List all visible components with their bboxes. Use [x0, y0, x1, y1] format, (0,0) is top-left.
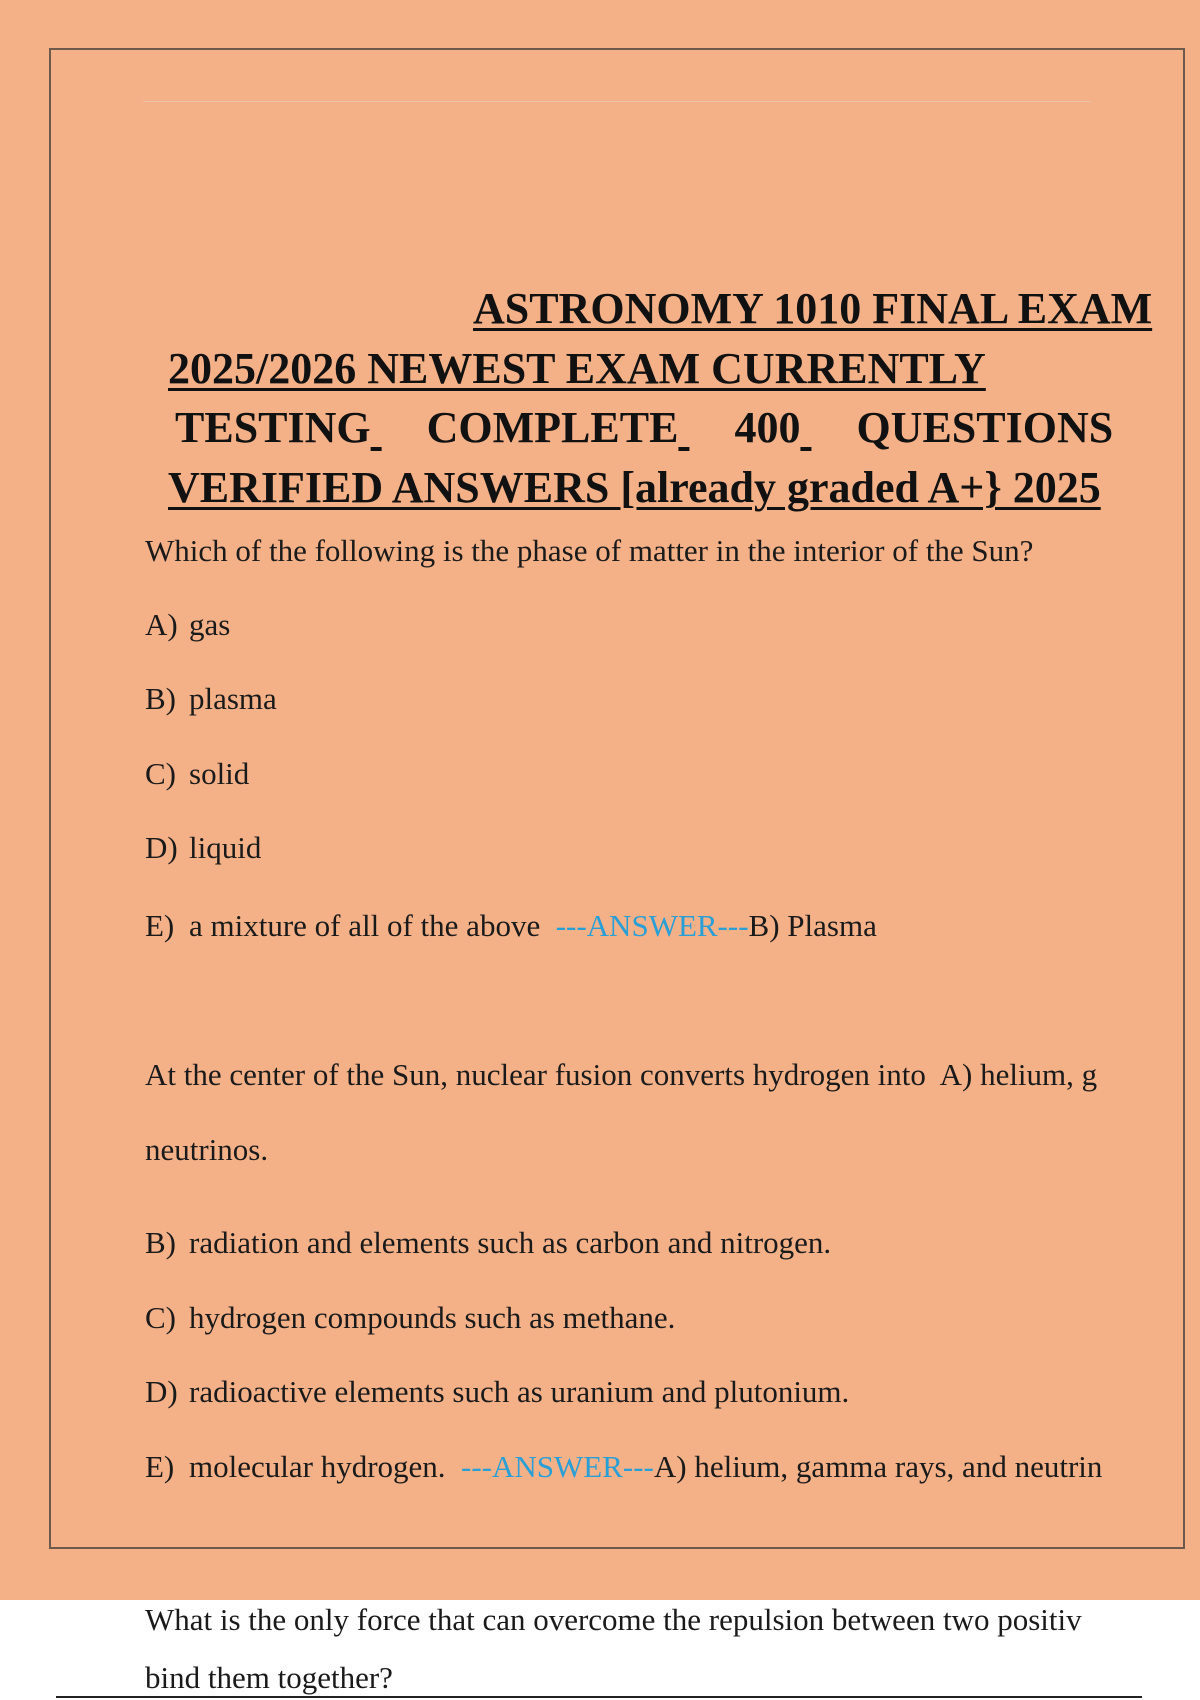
document-title-line-4: VERIFIED ANSWERS [already graded A+} 2025 [168, 463, 1101, 512]
option-letter: E) [145, 1449, 175, 1484]
bottom-divider [56, 1696, 1142, 1698]
document-title-line-1: ASTRONOMY 1010 FINAL EXAM [473, 284, 1153, 333]
option-text: plasma [189, 681, 277, 716]
title-word: QUESTIONS [856, 403, 1114, 452]
option-letter: E) [145, 908, 175, 943]
q2-option-d [145, 1373, 849, 1411]
answer-marker: ---ANSWER--- [461, 1449, 654, 1484]
option-text: molecular hydrogen. [189, 1449, 446, 1484]
title-word: COMPLETE [426, 403, 679, 452]
option-letter: D) [145, 1374, 178, 1409]
answer-text: A) helium, gamma rays, and neutrin [653, 1449, 1103, 1484]
option-text: solid [189, 756, 250, 791]
q2-option-b [145, 1224, 831, 1262]
option-letter: B) [145, 1225, 176, 1260]
option-text: hydrogen compounds such as methane. [189, 1300, 676, 1335]
option-letter: B) [145, 681, 176, 716]
option-text: radioactive elements such as uranium and plutonium. [189, 1374, 850, 1409]
question-2-text: At the center of the Sun, nuclear fusion converts hydrogen into A) helium, g [145, 1057, 1098, 1092]
title-word: 400 [734, 403, 801, 452]
answer-marker: ---ANSWER--- [555, 908, 749, 943]
header-divider [143, 101, 1091, 102]
q1-option-c [145, 755, 249, 793]
option-text: liquid [189, 830, 262, 865]
q2-option-c [145, 1299, 675, 1337]
option-text: radiation and elements such as carbon and nitrogen. [189, 1225, 832, 1260]
question-3-text: What is the only force that can overcome the repulsion between two positiv [145, 1602, 1082, 1637]
option-letter: A) [145, 607, 178, 642]
option-text: gas [189, 607, 231, 642]
question-2-text-continued: neutrinos. [145, 1132, 269, 1167]
q1-option-d [145, 829, 261, 867]
q2-option-e [145, 1448, 1102, 1486]
q1-option-b [145, 680, 277, 718]
option-text: a mixture of all of the above [189, 908, 541, 943]
document-title-line-2: 2025/2026 NEWEST EXAM CURRENTLY [168, 344, 986, 393]
option-letter: C) [145, 1300, 176, 1335]
option-letter: D) [145, 830, 178, 865]
document-title-line-3 [175, 402, 1113, 454]
title-word: TESTING [175, 403, 371, 452]
q1-option-e [145, 907, 877, 945]
answer-text: B) Plasma [748, 908, 877, 943]
question-3-text-continued: bind them together? [145, 1660, 393, 1695]
option-letter: C) [145, 756, 176, 791]
q1-option-a [145, 606, 230, 644]
question-1-text: Which of the following is the phase of matter in the interior of the Sun? [145, 533, 1034, 568]
